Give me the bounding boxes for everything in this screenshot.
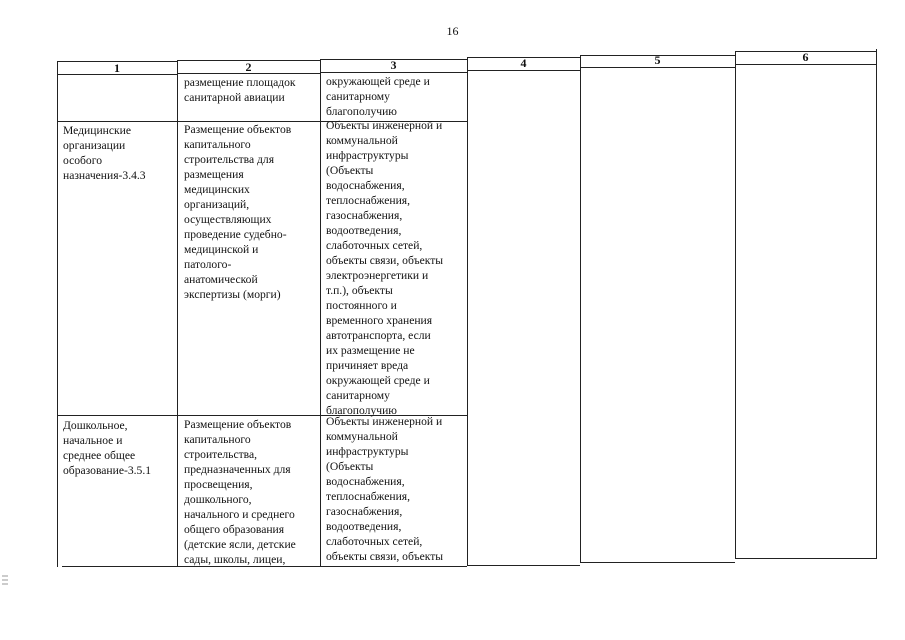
column-border (735, 51, 736, 559)
table-bottom-border (467, 565, 580, 566)
column-header-5: 5 (654, 53, 661, 67)
column-border (320, 59, 321, 567)
column-border (580, 55, 581, 563)
scan-mark-icon (2, 574, 8, 586)
table-cell: размещение площадок санитарной авиации (184, 76, 296, 104)
table-cell: Объекты инженерной и коммунальной инфраструктуры (Объекты водоснабжения, теплоснабжения, газоснабжения, водоотведения, слаботочных сетей, объекты связи, объекты электроэнергетики и т.п.), объекты постоянного и временного хранения автотранспорта, если их размещение не причиняет вреда окружающей среде и санитарному благополучию (326, 119, 444, 417)
table-cell: окружающей среде и санитарному благополучию (326, 75, 430, 118)
column-header-3: 3 (390, 58, 397, 72)
column-header-2: 2 (245, 60, 252, 74)
table-cell: Размещение объектов капитального строительства, предназначенных для просвещения, дошкольного, начального и среднего общего образования (детские ясли, детские сады, школы, лицеи, (184, 418, 296, 566)
column-border (467, 57, 468, 566)
column-header-1: 1 (114, 61, 120, 75)
scan-margin-mark (2, 574, 8, 586)
column-border (876, 49, 877, 559)
table-cell: Медицинские организации особого назначения-3.4.3 (63, 124, 146, 182)
column-header-6: 6 (802, 50, 809, 64)
table-cell: Размещение объектов капитального строительства для размещения медицинских организаций, осуществляющих проведение судебно- медицинской и патолого- анатомической экспертизы (морги) (184, 123, 292, 301)
table-bottom-border (580, 562, 735, 563)
column-header-4: 4 (520, 56, 527, 70)
column-border (57, 61, 58, 567)
table-cell: Объекты инженерной и коммунальной инфраструктуры (Объекты водоснабжения, теплоснабжения, газоснабжения, водоотведения, слаботочных сетей, объекты связи, объекты (326, 415, 444, 563)
table-bottom-border (735, 558, 876, 559)
column-border (177, 60, 178, 567)
table-cell: Дошкольное, начальное и среднее общее образование-3.5.1 (63, 419, 152, 477)
page-number: 16 (446, 24, 459, 38)
